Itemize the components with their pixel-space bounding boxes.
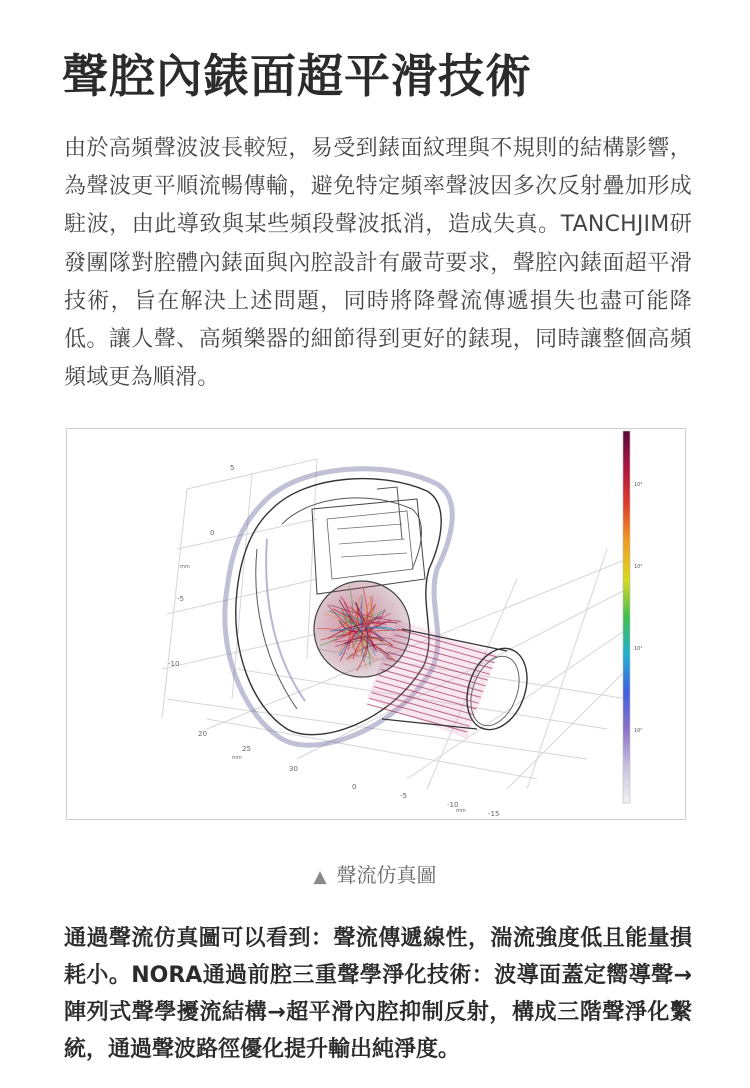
axis-tick: -15 — [488, 810, 500, 818]
axis-unit: mm — [232, 755, 242, 761]
axis-tick: 25 — [242, 745, 251, 753]
axis-tick: -10 — [447, 801, 459, 809]
acoustic-simulation-figure — [66, 428, 686, 820]
axis-unit: mm — [456, 808, 466, 814]
triangle-up-icon: ▲ — [313, 867, 327, 887]
axis-tick: 0 — [352, 783, 357, 791]
page-title: 聲腔內錶面超平滑技術 — [62, 49, 532, 103]
summary-paragraph: 通過聲流仿真圖可以看到：聲流傳遞線性，湍流強度低且能量損耗小。NORA通過前腔三重聲學淨化技術：波導面蓋定嚮導聲→陣列式聲學擾流結構→超平滑內腔抑制反射，構成三階聲淨化繫統，通過聲波路徑優化提升輸出純淨度。 — [64, 926, 692, 1062]
axis-tick: -5 — [400, 792, 407, 800]
axis-unit: mm — [180, 564, 190, 570]
axis-tick: 20 — [198, 730, 207, 738]
colorbar-label: 10³ — [634, 482, 643, 488]
colorbar-label: 10¹ — [634, 646, 643, 652]
axis-tick: 30 — [289, 765, 298, 773]
caption-text: 聲流仿真圖 — [336, 863, 437, 887]
axis-tick: -10 — [168, 660, 180, 668]
simulation-plot — [67, 429, 685, 819]
axis-tick: -5 — [177, 595, 184, 603]
axis-tick: 5 — [230, 464, 235, 472]
driver-chamber — [314, 581, 410, 677]
colorbar — [623, 431, 642, 803]
axis-tick: 0 — [210, 529, 215, 537]
figure-caption — [0, 862, 750, 890]
colorbar-label: 10⁰ — [634, 728, 643, 734]
colorbar-label: 10² — [634, 564, 643, 570]
intro-paragraph: 由於高頻聲波波長較短，易受到錶面紋理與不規則的結構影響，為聲波更平順流暢傳輸，避免特定頻率聲波因多次反射疊加形成駐波，由此導致與某些頻段聲波抵消，造成失真。TANCHJIM研發團隊對腔體內錶面與內腔設計有嚴苛要求，聲腔內錶面超平滑技術，旨在解決上述問題，同時將降聲流傳遞損失也盡可能降低。讓人聲、高頻樂器的細節得到更好的錶現，同時讓整個高頻頻域更為順滑。 — [64, 136, 692, 391]
